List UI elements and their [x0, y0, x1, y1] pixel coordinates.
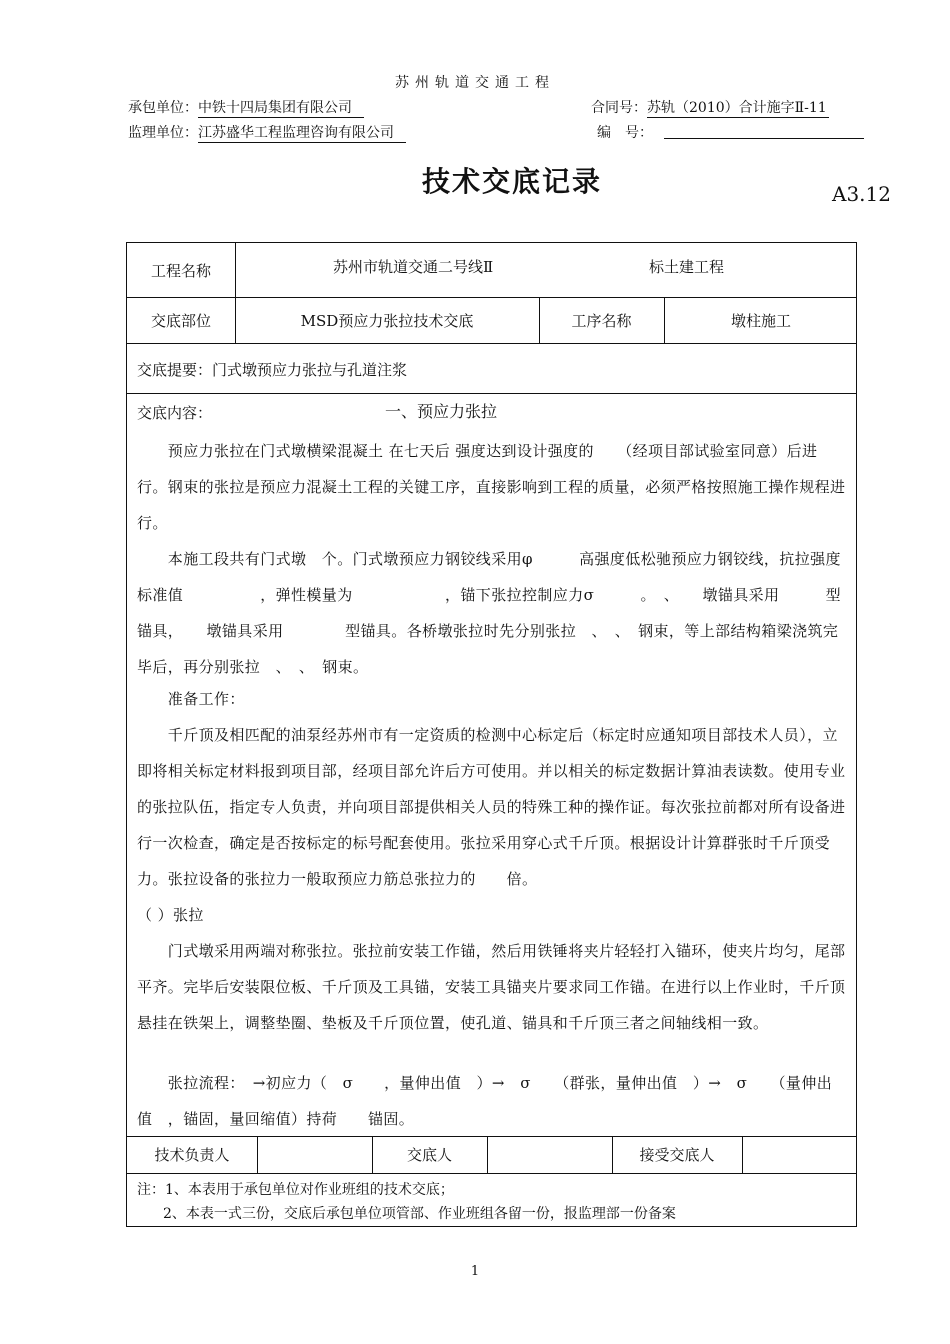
- content-label: 交底内容：: [137, 404, 213, 422]
- row-divider: [127, 343, 856, 344]
- process-value: 墩柱施工: [730, 311, 791, 330]
- contractor-line: [128, 97, 364, 118]
- contract-no-line: [591, 97, 829, 118]
- serial-label: 编 号：: [597, 125, 653, 141]
- col-divider: [257, 1136, 258, 1173]
- project-name-suffix: 标土建工程: [649, 258, 725, 276]
- row-divider: [127, 393, 856, 394]
- section-title: 一、预应力张拉: [385, 402, 498, 421]
- col-divider: [487, 1136, 488, 1173]
- row-divider: [127, 1173, 856, 1174]
- body-paragraph-3: 千斤顶及相匹配的油泵经苏州市有一定资质的检测中心标定后（标定时应通知项目部技术人员），立即将相关标定材料报到项目部，经项目部允许后方可使用。并以相关的标定数据计算油表读数。使用专业的张拉队伍，指定专人负责，并向项目部提供相关人员的特殊工种的操作证。每次张拉前都对所有设备进行一次检查，确定是否按标定的标号配套使用。张拉采用穿心式千斤顶。根据设计计算群张时千斤顶受力。张拉设备的张拉力一般取预应力筋总张拉力的 倍。: [137, 726, 846, 888]
- supervisor-value: 江苏盛华工程监理咨询有限公司: [198, 122, 406, 143]
- tension-heading: （ ）张拉: [137, 906, 204, 924]
- note-1: 注：1、本表用于承包单位对作业班组的技术交底；: [137, 1182, 454, 1198]
- serial-underline: [664, 138, 864, 139]
- prep-heading: 准备工作：: [137, 690, 245, 708]
- contract-no-value: 苏轨（2010）合计施字Ⅱ-11: [647, 97, 829, 118]
- part-label: 交底部位: [150, 311, 211, 330]
- tech-lead-label: 技术负责人: [154, 1146, 230, 1164]
- supervisor-label: 监理单位：: [128, 125, 198, 141]
- tension-flow: 张拉流程： →初应力（ σ ，量伸出值 ）→ σ （群张，量伸出值 ）→ σ （量伸出值 ，锚固，量回缩值）持荷 锚固。: [137, 1074, 833, 1128]
- page-number: 1: [470, 1264, 480, 1279]
- contract-no-label: 合同号：: [591, 100, 647, 116]
- contractor-value: 中铁十四局集团有限公司: [198, 97, 364, 118]
- process-label: 工序名称: [571, 311, 632, 330]
- form-number: A3.12: [832, 182, 891, 206]
- document-title: 技术交底记录: [421, 165, 602, 198]
- record-table: [126, 242, 857, 1227]
- project-heading: 苏州轨道交通工程: [395, 75, 555, 91]
- contractor-label: 承包单位：: [128, 100, 198, 116]
- part-value: MSD预应力张拉技术交底: [300, 311, 474, 330]
- summary-text: 交底提要：门式墩预应力张拉与孔道注浆: [137, 361, 408, 379]
- briefer-label: 交底人: [406, 1146, 452, 1164]
- note-2: 2、本表一式三份，交底后承包单位项管部、作业班组各留一份，报监理部一份备案: [163, 1206, 676, 1222]
- project-name-value: 苏州市轨道交通二号线Ⅱ: [333, 258, 494, 276]
- receiver-label: 接受交底人: [639, 1146, 715, 1164]
- supervisor-line: [128, 122, 406, 143]
- col-divider: [742, 1136, 743, 1173]
- project-name-label: 工程名称: [150, 261, 211, 280]
- body-paragraph-2: 本施工段共有门式墩 个。门式墩预应力钢铰线采用φ 高强度低松驰预应力钢铰线，抗拉强度标准值 ，弹性模量为 ，锚下张拉控制应力σ 。 、 墩锚具采用 型锚具， 墩锚具采用 型锚具。各桥墩张拉时先分别张拉 、 、 钢束，等上部结构箱梁浇筑完毕后，再分别张拉 、 、 钢束。: [137, 550, 842, 676]
- body-paragraph-4: 门式墩采用两端对称张拉。张拉前安装工作锚，然后用铁锤将夹片轻轻打入锚环，使夹片均匀，尾部平齐。完毕后安装限位板、千斤顶及工具锚，安装工具锚夹片要求同工作锚。在进行以上作业时，千斤顶悬挂在铁架上，调整垫圈、垫板及千斤顶位置，使孔道、锚具和千斤顶三者之间轴线相一致。: [137, 942, 846, 1032]
- body-paragraph-1: 预应力张拉在门式墩横梁混凝土 在七天后 强度达到设计强度的 （经项目部试验室同意）后进行。钢束的张拉是预应力混凝土工程的关键工序，直接影响到工程的质量，必须严格按照施工操作规程进行。: [137, 442, 846, 532]
